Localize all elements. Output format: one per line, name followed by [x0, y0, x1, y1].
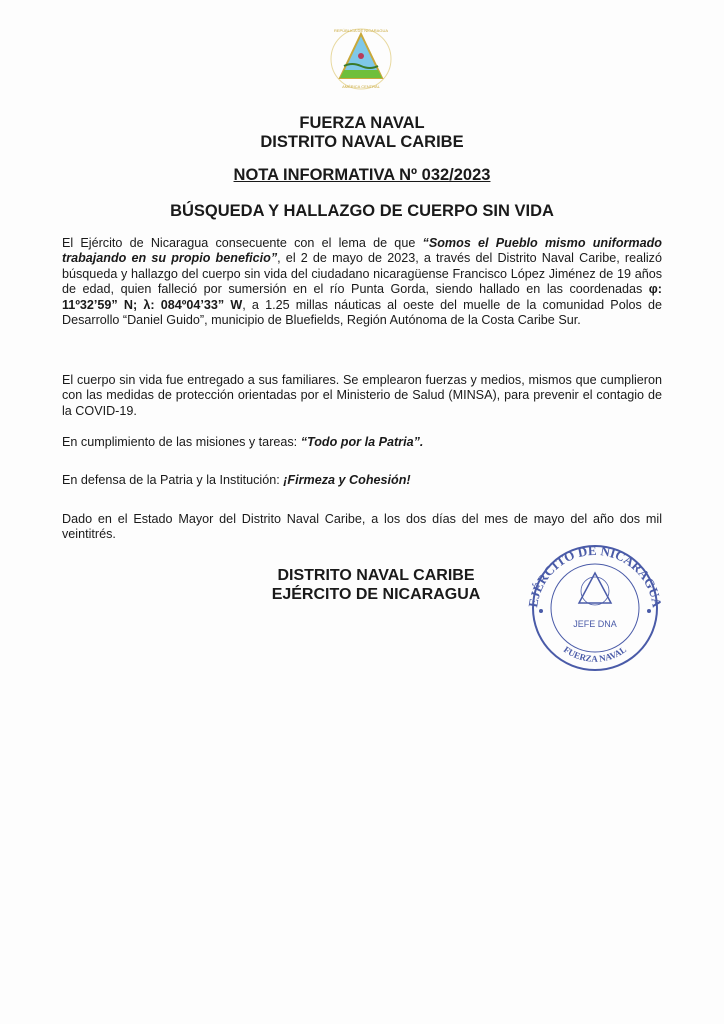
- official-seal-stamp: [515, 543, 675, 673]
- nota-number: NOTA INFORMATIVA Nº 032/2023: [233, 166, 491, 184]
- paragraph-1: [62, 236, 662, 328]
- p3-text: En cumplimiento de las misiones y tareas:: [62, 435, 301, 449]
- p1-text-b: , el 2 de mayo de 2023, a través del Distrito Naval Caribe, realizó búsqueda y hallazgo del cuerpo sin vida del ciudadano nicaragüense Francisco López Jiménez de 19 años de edad, quien falleció por sumersión en el río Punta Gorda, siendo hallado en las coordenadas: [62, 251, 662, 297]
- p1-text-c: , a 1.25 millas náuticas al oeste del muelle de la comunidad Polos de Desarrollo “Daniel Guido”, municipio de Bluefields, Región Autónoma de la Costa Caribe Sur.: [62, 297, 662, 328]
- p1-coordinates: φ: 11º32’59” N; λ: 084º04’33” W: [62, 282, 662, 312]
- seal-center-text: JEFE DNA: [573, 619, 617, 629]
- document-title: BÚSQUEDA Y HALLAZGO DE CUERPO SIN VIDA: [170, 202, 554, 220]
- p4-text: En defensa de la Patria y la Institución:: [62, 473, 284, 487]
- coat-of-arms-emblem: [322, 26, 400, 92]
- paragraph-4: [62, 473, 662, 488]
- p1-motto: “Somos el Pueblo mismo uniformado trabajando en su propio beneficio”: [62, 236, 663, 266]
- paragraph-5: Dado en el Estado Mayor del Distrito Naval Caribe, a los dos días del mes de mayo del año dos mil veintitrés.: [62, 512, 662, 542]
- paragraph-3: [62, 435, 662, 450]
- paragraph-2: El cuerpo sin vida fue entregado a sus familiares. Se emplearon fuerzas y medios, mismos que cumplieron con las medidas de protección orientadas por el Ministerio de Salud (MINSA), para prevenir el contagio de la COVID-19.: [62, 373, 662, 418]
- signature-line-2: EJÉRCITO DE NICARAGUA: [271, 586, 481, 603]
- header-distrito-naval: DISTRITO NAVAL CARIBE: [260, 133, 464, 151]
- svg-text:FUERZA NAVAL: FUERZA NAVAL: [561, 644, 629, 664]
- p4-motto: ¡Firmeza y Cohesión!: [283, 473, 411, 487]
- svg-text:REPÚBLICA DE NICARAGUA: REPÚBLICA DE NICARAGUA: [333, 28, 389, 33]
- p3-motto: “Todo por la Patria”.: [300, 435, 424, 449]
- svg-text:AMÉRICA CENTRAL: AMÉRICA CENTRAL: [342, 84, 380, 89]
- p1-text-a: El Ejército de Nicaragua consecuente con el lema de que: [62, 236, 423, 250]
- svg-text:EJÉRCITO DE NICARAGUA: EJÉRCITO DE NICARAGUA: [525, 543, 665, 609]
- signature-line-1: DISTRITO NAVAL CARIBE: [277, 567, 475, 584]
- header-fuerza-naval: FUERZA NAVAL: [299, 114, 425, 132]
